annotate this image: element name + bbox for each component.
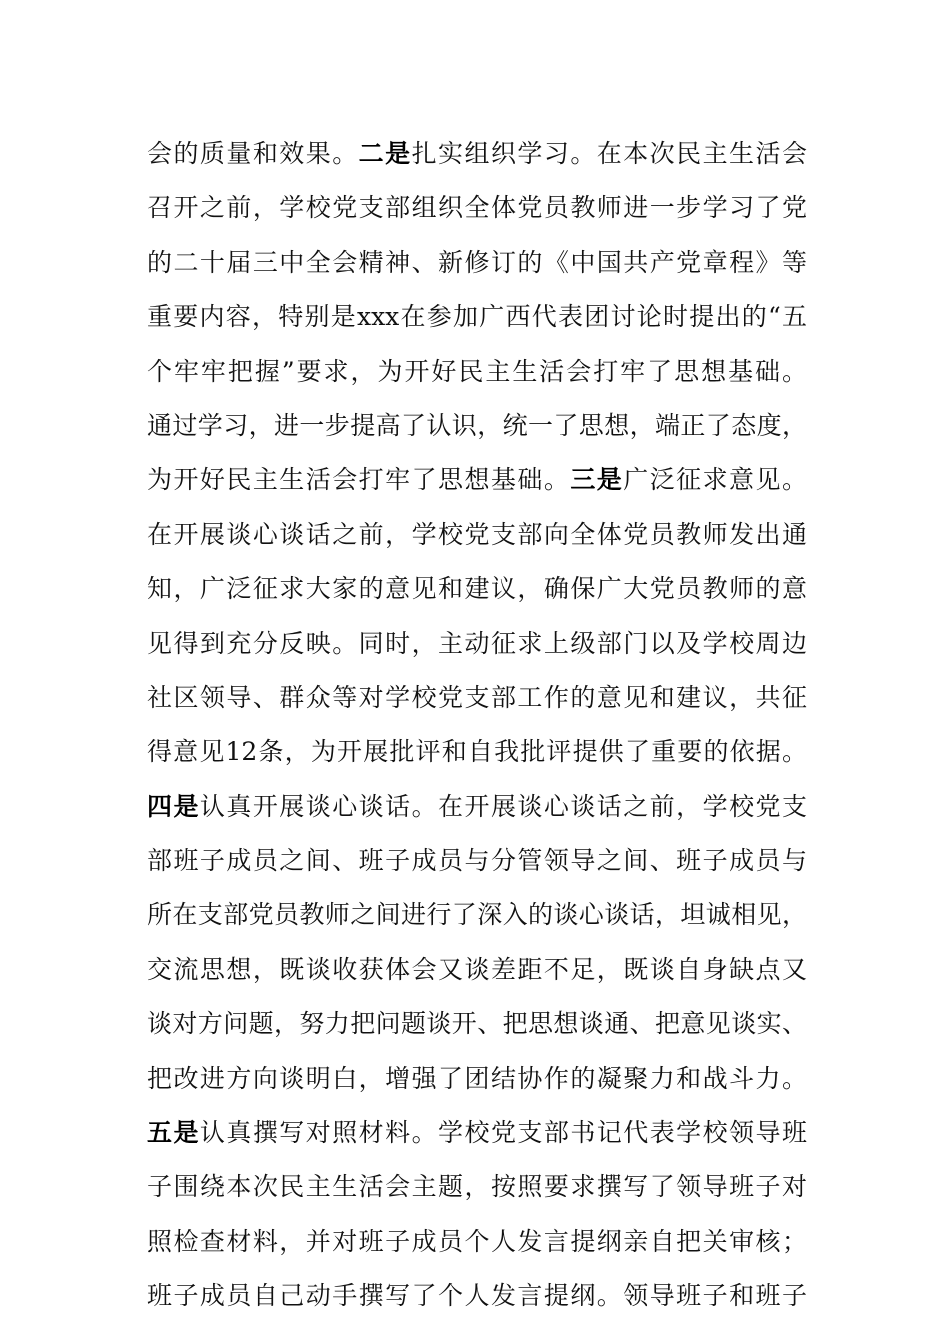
text-line: [147, 1273, 807, 1327]
text-line: [147, 512, 807, 566]
text-line: [147, 1056, 807, 1110]
text-run: 见得到充分反映。同时，主动征求上级部门以及学校周边: [147, 628, 807, 658]
text-run: 得意见12条，为开展批评和自我批评提供了重要的依据。: [147, 737, 807, 767]
text-run: 个牢牢把握”要求，为开好民主生活会打牢了思想基础。: [147, 356, 807, 386]
text-run: 班子成员自己动手撰写了个人发言提纲。领导班子和班子: [147, 1281, 807, 1311]
text-line: [147, 566, 807, 620]
text-line: [147, 1110, 807, 1164]
text-run: 交流思想，既谈收获体会又谈差距不足，既谈自身缺点又: [147, 954, 807, 984]
body-paragraph: [147, 131, 807, 1328]
text-run: 照检查材料，并对班子成员个人发言提纲亲自把关审核；: [147, 1226, 807, 1256]
text-line: [147, 784, 807, 838]
text-run: 部班子成员之间、班子成员与分管领导之间、班子成员与: [147, 846, 807, 876]
text-run: 谈对方问题，努力把问题谈开、把思想谈通、把意见谈实、: [147, 1009, 807, 1039]
text-line: [147, 1001, 807, 1055]
text-line: [147, 185, 807, 239]
text-line: [147, 457, 807, 511]
text-line: [147, 294, 807, 348]
text-line: [147, 403, 807, 457]
text-run: 所在支部党员教师之间进行了深入的谈心谈话，坦诚相见，: [147, 900, 807, 930]
text-run: 召开之前，学校党支部组织全体党员教师进一步学习了党: [147, 193, 807, 223]
text-run: 为开好民主生活会打牢了思想基础。: [147, 465, 571, 495]
text-run: 扎实组织学习。在本次民主生活会: [411, 139, 807, 168]
text-run: 通过学习，进一步提高了认识，统一了思想，端正了态度，: [147, 410, 807, 440]
text-run: 重要内容，特别是xxx在参加广西代表团讨论时提出的“五: [147, 302, 807, 332]
text-run: 知，广泛征求大家的意见和建议，确保广大党员教师的意: [147, 574, 807, 604]
text-line: [147, 675, 807, 729]
text-run: 广泛征求意见。: [623, 465, 807, 495]
text-line: [147, 892, 807, 946]
emphasis-marker: 四是: [147, 791, 200, 821]
text-run: 认真撰写对照材料。学校党支部书记代表学校领导班: [199, 1118, 807, 1148]
text-run: 在开展谈心谈话之前，学校党支部向全体党员教师发出通: [147, 519, 807, 549]
text-line: [147, 1164, 807, 1218]
text-line: [147, 729, 807, 783]
text-line: [147, 1219, 807, 1273]
text-line: [147, 349, 807, 403]
emphasis-marker: 三是: [570, 465, 624, 495]
emphasis-marker: 二是: [358, 139, 412, 168]
text-line: [147, 240, 807, 294]
text-run: 的二十届三中全会精神、新修订的《中国共产党章程》等: [147, 247, 807, 277]
text-line: [147, 947, 807, 1001]
text-line: [147, 838, 807, 892]
text-line: [147, 621, 807, 675]
text-run: 社区领导、群众等对学校党支部工作的意见和建议，共征: [147, 682, 807, 712]
text-run: 会的质量和效果。: [147, 139, 359, 168]
text-run: 认真开展谈心谈话。在开展谈心谈话之前，学校党支: [199, 791, 807, 821]
text-run: 把改进方向谈明白，增强了团结协作的凝聚力和战斗力。: [147, 1063, 807, 1093]
emphasis-marker: 五是: [147, 1118, 200, 1148]
text-line: [147, 131, 807, 185]
text-run: 子围绕本次民主生活会主题，按照要求撰写了领导班子对: [147, 1172, 807, 1202]
